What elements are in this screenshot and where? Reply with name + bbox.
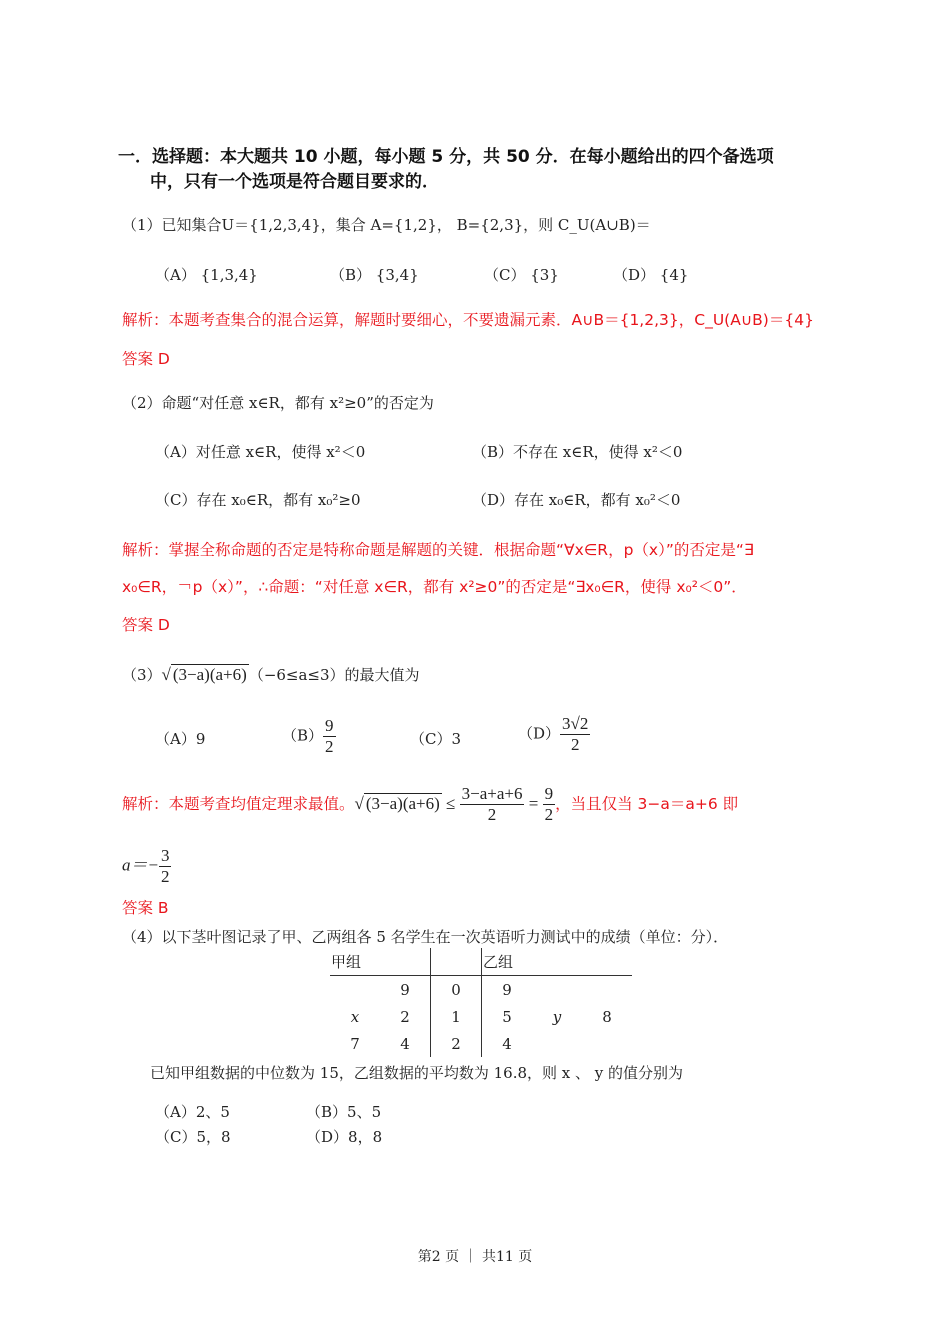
frac-num: 3 xyxy=(160,846,170,865)
q2-option-a: （A）对任意 x∈R，使得 x²＜0 xyxy=(155,443,366,461)
frac-den: 2 xyxy=(544,805,554,824)
frac-den: 2 xyxy=(325,737,334,756)
cell: x xyxy=(350,1007,360,1026)
q2-analysis-2: x₀∈R，￢p（x）”，∴命题：“对任意 x∈R，都有 x²≥0”的否定是“∃x₀∈R，使得 x₀²＜0”． xyxy=(122,578,747,596)
q3-option-b-label: （B） xyxy=(282,726,324,745)
q1-option-d: （D） {4} xyxy=(613,266,689,284)
q1-option-a: （A） {1,3,4} xyxy=(155,266,258,284)
stem-cell: 2 xyxy=(431,1030,482,1057)
frac-den: 2 xyxy=(570,735,580,754)
q4-option-d: （D）8，8 xyxy=(306,1128,383,1146)
cell: 9 xyxy=(502,980,512,999)
page-footer: 第2 页 ｜ 共11 页 xyxy=(417,1249,533,1265)
q2-answer: 答案 D xyxy=(122,616,170,634)
analysis-text: 解析：本题考查均值定理求最值。 xyxy=(122,795,355,813)
analysis-text-cont: ，当且仅当 3−a＝a+6 即 xyxy=(555,795,739,813)
frac-den: 2 xyxy=(487,805,497,824)
section-heading-cont: 中，只有一个选项是符合题目要求的． xyxy=(150,172,439,192)
cell: 4 xyxy=(380,1030,431,1057)
q4-option-a: （A）2、5 xyxy=(155,1103,230,1121)
q3-stem: （3）√ (3−a)(a+6) （−6≤a≤3）的最大值为 xyxy=(122,665,420,684)
radicand: (3−a)(a+6) xyxy=(365,794,440,813)
q2-analysis-1: 解析：掌握全称命题的否定是特称命题是解题的关键．根据命题“∀x∈R，p（x）”的否定是“∃ xyxy=(122,541,754,559)
q4-option-c: （C）5，8 xyxy=(155,1128,231,1146)
q1-answer: 答案 D xyxy=(122,350,170,368)
cell: 8 xyxy=(602,1007,612,1026)
q2-stem: （2）命题“对任意 x∈R，都有 x²≥0”的否定为 xyxy=(122,394,434,412)
stem-leaf-table xyxy=(330,948,632,1057)
cell: 7 xyxy=(350,1034,360,1053)
right-header: 乙组 xyxy=(483,953,514,971)
section-heading: 一．选择题：本大题共 10 小题，每小题 5 分，共 50 分．在每小题给出的四个备选项 xyxy=(118,147,774,167)
q3-option-a: （A）9 xyxy=(155,730,206,748)
frac-num: 9 xyxy=(544,784,554,803)
q3-condition: （−6≤a≤3）的最大值为 xyxy=(248,666,420,684)
q1-option-c: （C） {3} xyxy=(484,266,559,284)
cell: y xyxy=(552,1007,562,1026)
q3-option-c: （C）3 xyxy=(410,730,462,748)
q3-radicand: (3−a)(a+6) xyxy=(172,665,247,684)
cell: 2 xyxy=(380,1003,431,1030)
q3-analysis-a xyxy=(122,846,171,887)
cell: 9 xyxy=(380,976,431,1004)
q2-option-d: （D）存在 x₀∈R，都有 x₀²＜0 xyxy=(472,491,681,509)
q1-analysis: 解析：本题考查集合的混合运算，解题时要细心，不要遗漏元素．A∪B＝{1,2,3}，C_U(A∪B)＝{4} xyxy=(122,311,814,329)
frac-den: 2 xyxy=(160,867,170,886)
q3-option-d-label: （D） xyxy=(518,724,561,743)
q1-stem: （1）已知集合U＝{1,2,3,4}，集合 A={1,2}， B={2,3}，则 C_U(A∪B)＝ xyxy=(122,216,651,234)
q2-option-c: （C）存在 x₀∈R，都有 x₀²≥0 xyxy=(155,491,361,509)
q3-option-b xyxy=(282,716,336,757)
a-value: a＝− xyxy=(122,855,159,875)
q3-analysis: 解析：本题考查均值定理求最值。√ (3−a)(a+6) ≤ $\frac{3-a+a+6}{2}$ = $\frac{9}{2}$ ，当且仅当 3−a＝a+6 即 xyxy=(122,784,739,824)
cell xyxy=(532,976,582,1004)
cell: 4 xyxy=(502,1034,512,1053)
q3-answer: 答案 B xyxy=(122,899,169,917)
frac-num: 3√2 xyxy=(562,714,589,733)
q4-given: 已知甲组数据的中位数为 15，乙组数据的平均数为 16.8，则 x 、 y 的值分别为 xyxy=(150,1064,684,1082)
q3-number: （3） xyxy=(122,666,162,684)
q2-option-b: （B）不存在 x∈R，使得 x²＜0 xyxy=(472,443,683,461)
q1-option-b: （B） {3,4} xyxy=(330,266,419,284)
cell xyxy=(582,1030,632,1057)
cell xyxy=(532,1030,582,1057)
q4-stem: （4）以下茎叶图记录了甲、乙两组各 5 名学生在一次英语听力测试中的成绩（单位：分）． xyxy=(122,928,729,946)
left-header: 甲组 xyxy=(330,948,431,976)
q4-option-b: （B）5、5 xyxy=(306,1103,382,1121)
cell xyxy=(330,976,380,1004)
stem-cell: 1 xyxy=(431,1003,482,1030)
cell xyxy=(582,976,632,1004)
stem-cell: 0 xyxy=(431,976,482,1004)
frac-num: 9 xyxy=(325,716,334,735)
frac-num: 3−a+a+6 xyxy=(461,784,523,803)
cell: 5 xyxy=(502,1007,512,1026)
q3-option-d xyxy=(518,714,590,755)
